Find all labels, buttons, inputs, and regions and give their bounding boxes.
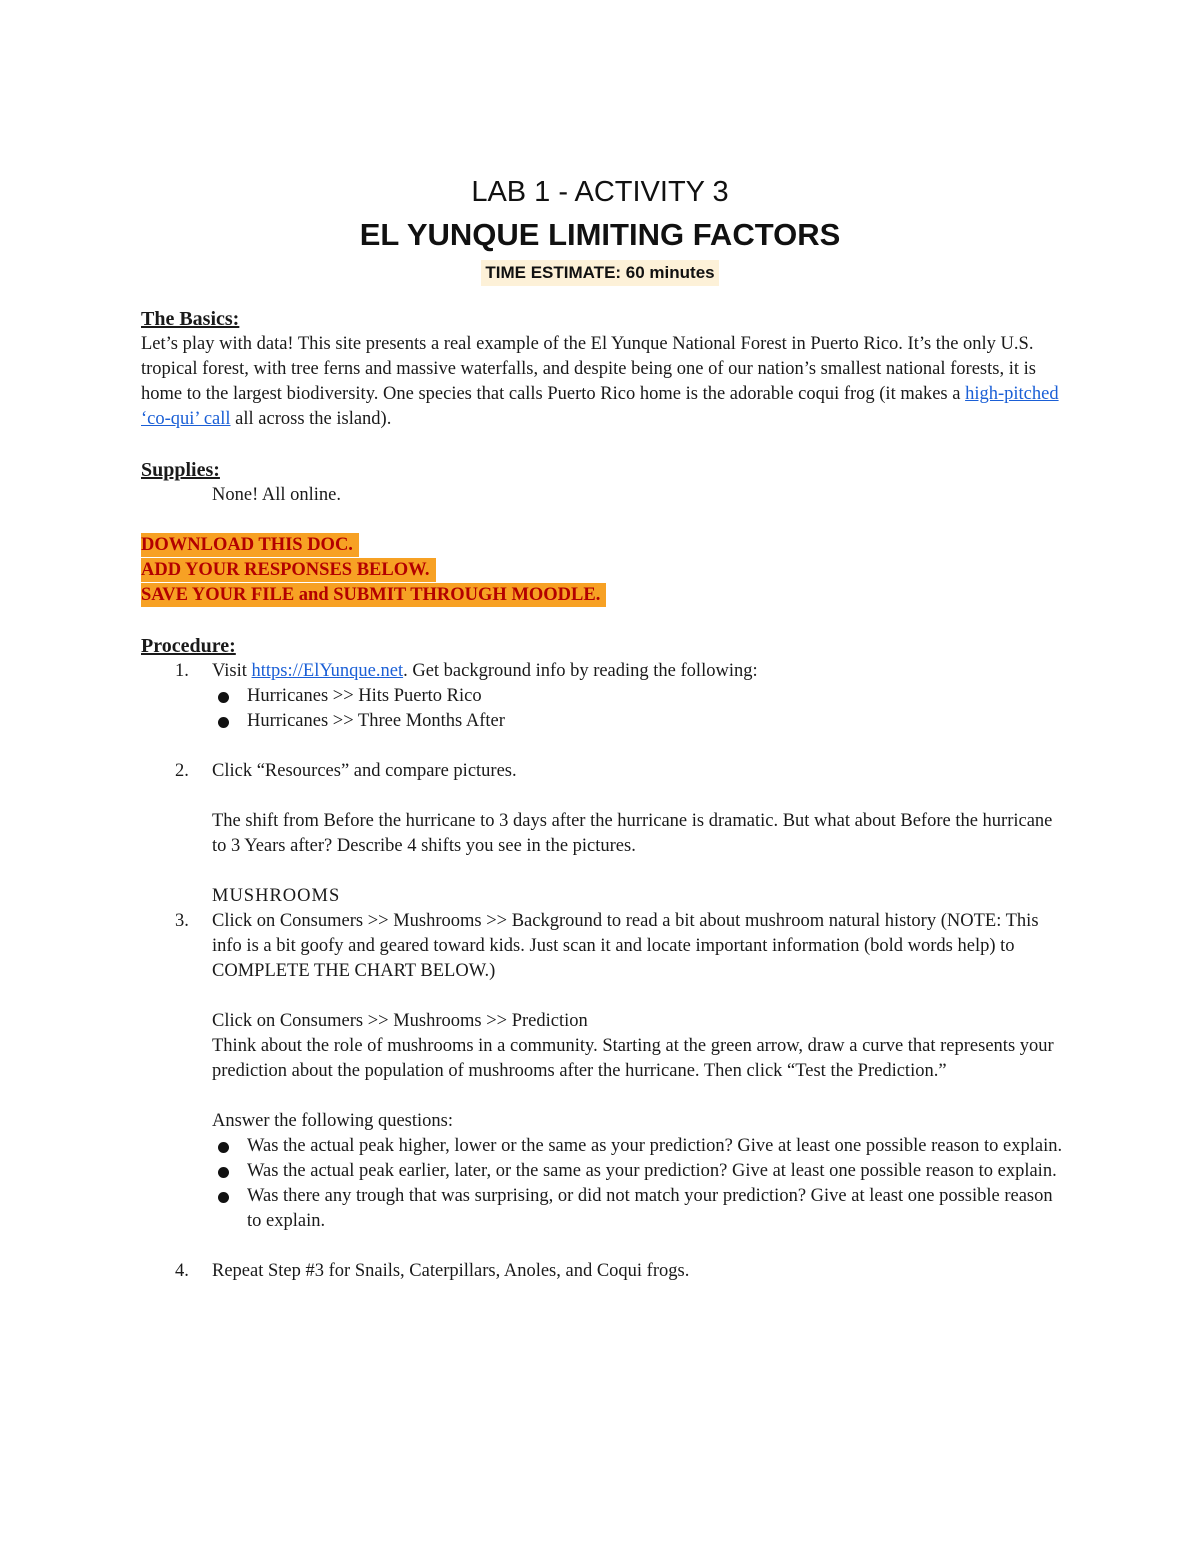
bullet-icon (212, 709, 247, 734)
highlight-submit: SAVE YOUR FILE and SUBMIT THROUGH MOODLE. (141, 583, 1071, 608)
bullet-icon (212, 1134, 247, 1159)
list-item: Was the actual peak higher, lower or the same as your prediction? Give at least one possible reason to explain. (212, 1134, 1071, 1159)
step-3 (141, 909, 1071, 1234)
step-1: 1. Visit https://ElYunque.net. Get background info by reading the following: Hurricanes >> Hits Puerto Rico Hurricanes >> Three Months After (141, 659, 1071, 734)
prediction-line: Click on Consumers >> Mushrooms >> Prediction (212, 1011, 588, 1031)
step-number: 4. (175, 1261, 189, 1281)
basics-text-end: all across the island). (230, 409, 392, 429)
step-4 (141, 1259, 1071, 1284)
highlight-download: DOWNLOAD THIS DOC. (141, 533, 1071, 558)
questions-intro: Answer the following questions: (212, 1111, 453, 1131)
prediction-text: Think about the role of mushrooms in a community. Starting at the green arrow, draw a curve that represents your prediction about the population of mushrooms after the hurricane. Then click “Test the Prediction.” (212, 1036, 1054, 1081)
elyunque-link[interactable]: https://ElYunque.net (251, 661, 404, 681)
step-number: 2. (175, 761, 189, 781)
step-2-detail: The shift from Before the hurricane to 3 days after the hurricane is dramatic. But what about Before the hurricane to 3 Years after? Describe 4 shifts you see in the pictures. (212, 811, 1053, 856)
step-4-text: Repeat Step #3 for Snails, Caterpillars, Anoles, and Coqui frogs. (212, 1261, 690, 1281)
lab-activity-label: LAB 1 - ACTIVITY 3 (471, 176, 729, 208)
document-body (141, 306, 1071, 1284)
list-item: Was the actual peak earlier, later, or the same as your prediction? Give at least one possible reason to explain. (212, 1159, 1071, 1184)
list-item: Was there any trough that was surprising, or did not match your prediction? Give at least one possible reason to explain. (212, 1184, 1071, 1234)
supplies-text: None! All online. (212, 485, 341, 505)
step-number: 3. (175, 911, 189, 931)
bullet-icon (212, 1159, 247, 1184)
bullet-icon (212, 1184, 247, 1234)
step-3-text: Click on Consumers >> Mushrooms >> Background to read a bit about mushroom natural history (NOTE: This info is a bit goofy and geared toward kids. Just scan it and locate important information (bold words help) to COMPLETE THE CHART BELOW.) (212, 911, 1039, 981)
list-item: Hurricanes >> Three Months After (212, 709, 1071, 734)
mushrooms-label: MUSHROOMS (212, 886, 341, 906)
procedure-heading: Procedure: (141, 635, 236, 657)
step-2 (141, 759, 1071, 859)
step-number: 1. (175, 661, 189, 681)
basics-text: Let’s play with data! This site presents a real example of the El Yunque National Forest in Puerto Rico. It’s the only U.S. tropical forest, with tree ferns and massive waterfalls, and despite being one of our nation’s smallest national forests, it is home to the largest biodiversity. One species that calls Puerto Rico home is the adorable coqui frog (it makes a (141, 334, 1036, 404)
basics-heading: The Basics: (141, 308, 240, 330)
step-2-text: Click “Resources” and compare pictures. (212, 761, 517, 781)
supplies-heading: Supplies: (141, 459, 220, 481)
time-estimate: TIME ESTIMATE: 60 minutes (481, 260, 718, 286)
document-header (0, 172, 1200, 286)
page-title: EL YUNQUE LIMITING FACTORS (359, 217, 841, 252)
coqui-call-link[interactable]: high-pitched ‘co-qui’ call (141, 384, 1059, 429)
highlight-responses: ADD YOUR RESPONSES BELOW. (141, 558, 1071, 583)
bullet-icon (212, 684, 247, 709)
list-item: Hurricanes >> Hits Puerto Rico (212, 684, 1071, 709)
basics-paragraph (141, 332, 1071, 432)
